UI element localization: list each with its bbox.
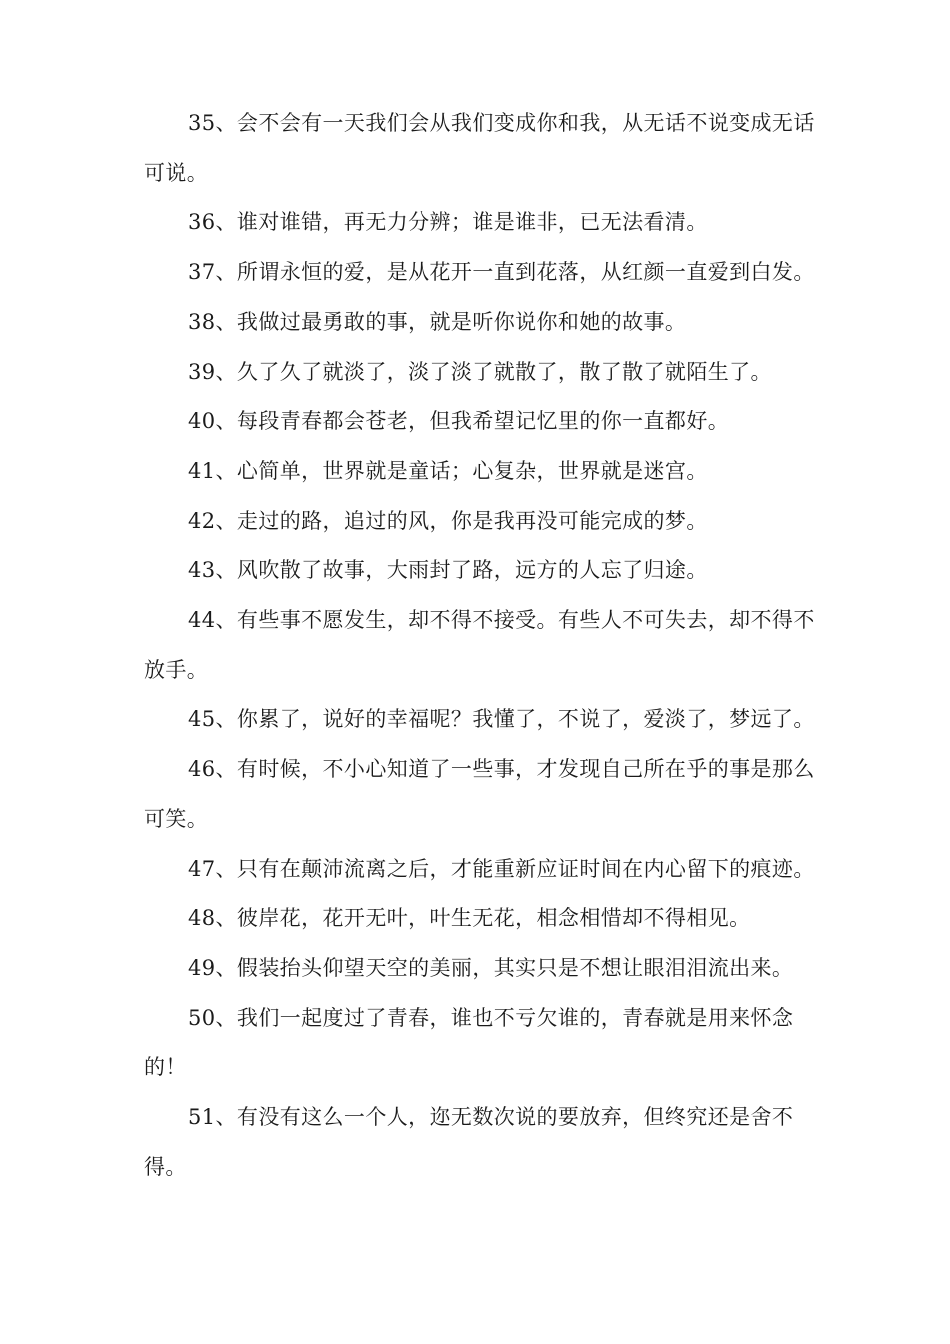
quote-paragraph-43: 43、风吹散了故事，大雨封了路，远方的人忘了归途。: [188, 558, 708, 583]
quote-paragraph-35: 35、会不会有一天我们会从我们变成你和我，从无话不说变成无话可说。: [144, 111, 815, 185]
quote-paragraph-50: 50、我们一起度过了青春，谁也不亏欠谁的，青春就是用来怀念的！: [144, 1005, 794, 1080]
quote-paragraph-46: 46、有时候，不小心知道了一些事，才发现自己所在乎的事是那么可笑。: [144, 757, 815, 831]
quote-paragraph-39: 39、久了久了就淡了，淡了淡了就散了，散了散了就陌生了。: [188, 359, 772, 384]
quote-paragraph-44: 44、有些事不愿发生，却不得不接受。有些人不可失去，却不得不放手。: [144, 608, 815, 682]
quote-paragraph-40: 40、每段青春都会苍老，但我希望记忆里的你一直都好。: [188, 409, 730, 434]
quote-paragraph-42: 42、走过的路，追过的风，你是我再没可能完成的梦。: [188, 508, 708, 533]
quote-paragraph-45: 45、你累了，说好的幸福呢？我懂了，不说了，爱淡了，梦远了。: [188, 707, 815, 732]
quote-paragraph-51: 51、有没有这么一个人，迩无数次说的要放弃，但终究还是舍不得。: [144, 1105, 794, 1179]
quote-paragraph-48: 48、彼岸花，花开无叶，叶生无花，相念相惜却不得相见。: [188, 906, 751, 931]
document-body: [144, 99, 820, 1192]
quote-paragraph-47: 47、只有在颠沛流离之后，才能重新应证时间在内心留下的痕迹。: [188, 856, 815, 881]
quote-paragraph-36: 36、谁对谁错，再无力分辨；谁是谁非，已无法看清。: [188, 210, 708, 235]
quote-paragraph-41: 41、心简单，世界就是童话；心复杂，世界就是迷宫。: [188, 458, 708, 483]
quote-paragraph-38: 38、我做过最勇敢的事，就是听你说你和她的故事。: [188, 309, 687, 334]
quote-paragraph-37: 37、所谓永恒的爱，是从花开一直到花落，从红颜一直爱到白发。: [188, 260, 815, 285]
quote-paragraph-49: 49、假装抬头仰望天空的美丽，其实只是不想让眼泪泪流出来。: [188, 955, 794, 980]
